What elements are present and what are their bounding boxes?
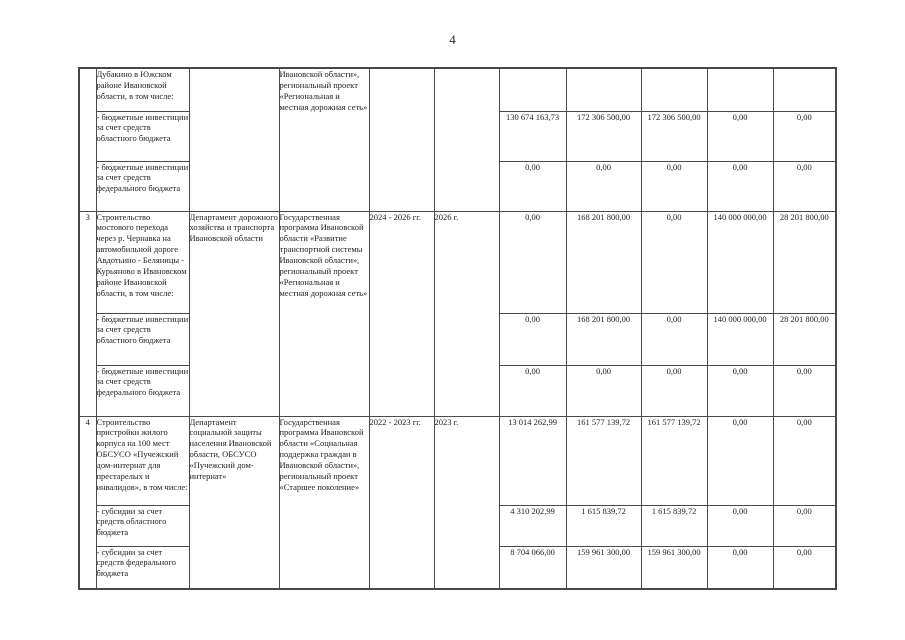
- cell-target-year: 2026 г.: [434, 211, 499, 416]
- cell-program: Ивановской области», региональный проект «Региональная и местная дорожная сеть»: [279, 68, 369, 211]
- cell-value: 0,00: [707, 546, 773, 589]
- cell-value: 161 577 139,72: [566, 416, 641, 505]
- cell-value: 0,00: [707, 111, 773, 161]
- cell-value: 0,00: [499, 313, 566, 365]
- cell-budget-line-label: - бюджетные инвестиции за счет средств областного бюджета: [96, 313, 189, 365]
- cell-value: 159 961 300,00: [641, 546, 707, 589]
- cell-value: 0,00: [641, 365, 707, 416]
- cell-value: 140 000 000,00: [707, 211, 773, 313]
- cell-value: 140 000 000,00: [707, 313, 773, 365]
- cell-value: 0,00: [707, 416, 773, 505]
- cell-department: Департамент социальной защиты населения Ивановской области, ОБСУСО «Пучежский дом-интернат»: [189, 416, 279, 589]
- cell-target-year: 2023 г.: [434, 416, 499, 589]
- cell-value: 4 310 202,99: [499, 505, 566, 546]
- cell-budget-line-label: - субсидии за счет средств областного бюджета: [96, 505, 189, 546]
- cell-value: 130 674 163,73: [499, 111, 566, 161]
- cell-budget-line-label: - бюджетные инвестиции за счет средств федерального бюджета: [96, 161, 189, 211]
- cell-value: 168 201 800,00: [566, 313, 641, 365]
- cell-value: 28 201 800,00: [773, 313, 836, 365]
- cell-value: 168 201 800,00: [566, 211, 641, 313]
- cell-row-number: 4: [79, 416, 96, 589]
- table-body: [79, 68, 836, 589]
- cell-value: [707, 68, 773, 111]
- cell-value: 0,00: [641, 313, 707, 365]
- table-row: [79, 416, 836, 505]
- cell-value: 28 201 800,00: [773, 211, 836, 313]
- table-row: [79, 211, 836, 313]
- cell-value: 8 704 066,00: [499, 546, 566, 589]
- cell-value: 172 306 500,00: [641, 111, 707, 161]
- cell-value: [641, 68, 707, 111]
- cell-value: 0,00: [566, 365, 641, 416]
- cell-project-name: Строительство пристройки жилого корпуса на 100 мест ОБСУСО «Пучежский дом-интернат для престарелых и инвалидов», в том числе:: [96, 416, 189, 505]
- cell-years-range: [369, 68, 434, 211]
- cell-value: 161 577 139,72: [641, 416, 707, 505]
- cell-budget-line-label: - субсидии за счет средств федерального бюджета: [96, 546, 189, 589]
- table-row: [79, 68, 836, 111]
- cell-value: 172 306 500,00: [566, 111, 641, 161]
- cell-value: 0,00: [499, 211, 566, 313]
- cell-department: Департамент дорожного хозяйства и транспорта Ивановской области: [189, 211, 279, 416]
- cell-project-name: Дубакино в Южском районе Ивановской области, в том числе:: [96, 68, 189, 111]
- cell-value: 0,00: [707, 505, 773, 546]
- cell-value: 0,00: [707, 365, 773, 416]
- cell-value: 0,00: [773, 111, 836, 161]
- cell-program: Государственная программа Ивановской области «Социальная поддержка граждан в Ивановской области», региональный проект «Старшее поколение»: [279, 416, 369, 589]
- cell-value: 1 615 839,72: [641, 505, 707, 546]
- cell-value: 0,00: [499, 161, 566, 211]
- cell-years-range: 2024 - 2026 гг.: [369, 211, 434, 416]
- projects-table: [78, 67, 837, 590]
- cell-target-year: [434, 68, 499, 211]
- cell-project-name: Строительство мостового перехода через р. Чернавка на автомобильной дороге Авдотьино - Беляницы - Курьяново в Ивановском районе Ивановской области, в том числе:: [96, 211, 189, 313]
- cell-value: [499, 68, 566, 111]
- cell-value: 0,00: [773, 365, 836, 416]
- cell-value: 0,00: [707, 161, 773, 211]
- cell-value: [566, 68, 641, 111]
- cell-value: 13 014 262,99: [499, 416, 566, 505]
- cell-budget-line-label: - бюджетные инвестиции за счет средств областного бюджета: [96, 111, 189, 161]
- cell-value: 159 961 300,00: [566, 546, 641, 589]
- cell-value: 0,00: [773, 161, 836, 211]
- cell-value: 1 615 839,72: [566, 505, 641, 546]
- cell-row-number: 3: [79, 211, 96, 416]
- page-number: 4: [449, 32, 456, 47]
- cell-department: [189, 68, 279, 211]
- cell-value: 0,00: [773, 546, 836, 589]
- cell-value: 0,00: [641, 161, 707, 211]
- cell-value: 0,00: [641, 211, 707, 313]
- cell-years-range: 2022 - 2023 гг.: [369, 416, 434, 589]
- cell-row-number: [79, 68, 96, 211]
- cell-budget-line-label: - бюджетные инвестиции за счет средств федерального бюджета: [96, 365, 189, 416]
- cell-program: Государственная программа Ивановской области «Развитие транспортной системы Ивановской области», региональный проект «Региональная и местная дорожная сеть»: [279, 211, 369, 416]
- cell-value: 0,00: [773, 416, 836, 505]
- cell-value: 0,00: [566, 161, 641, 211]
- cell-value: [773, 68, 836, 111]
- cell-value: 0,00: [499, 365, 566, 416]
- cell-value: 0,00: [773, 505, 836, 546]
